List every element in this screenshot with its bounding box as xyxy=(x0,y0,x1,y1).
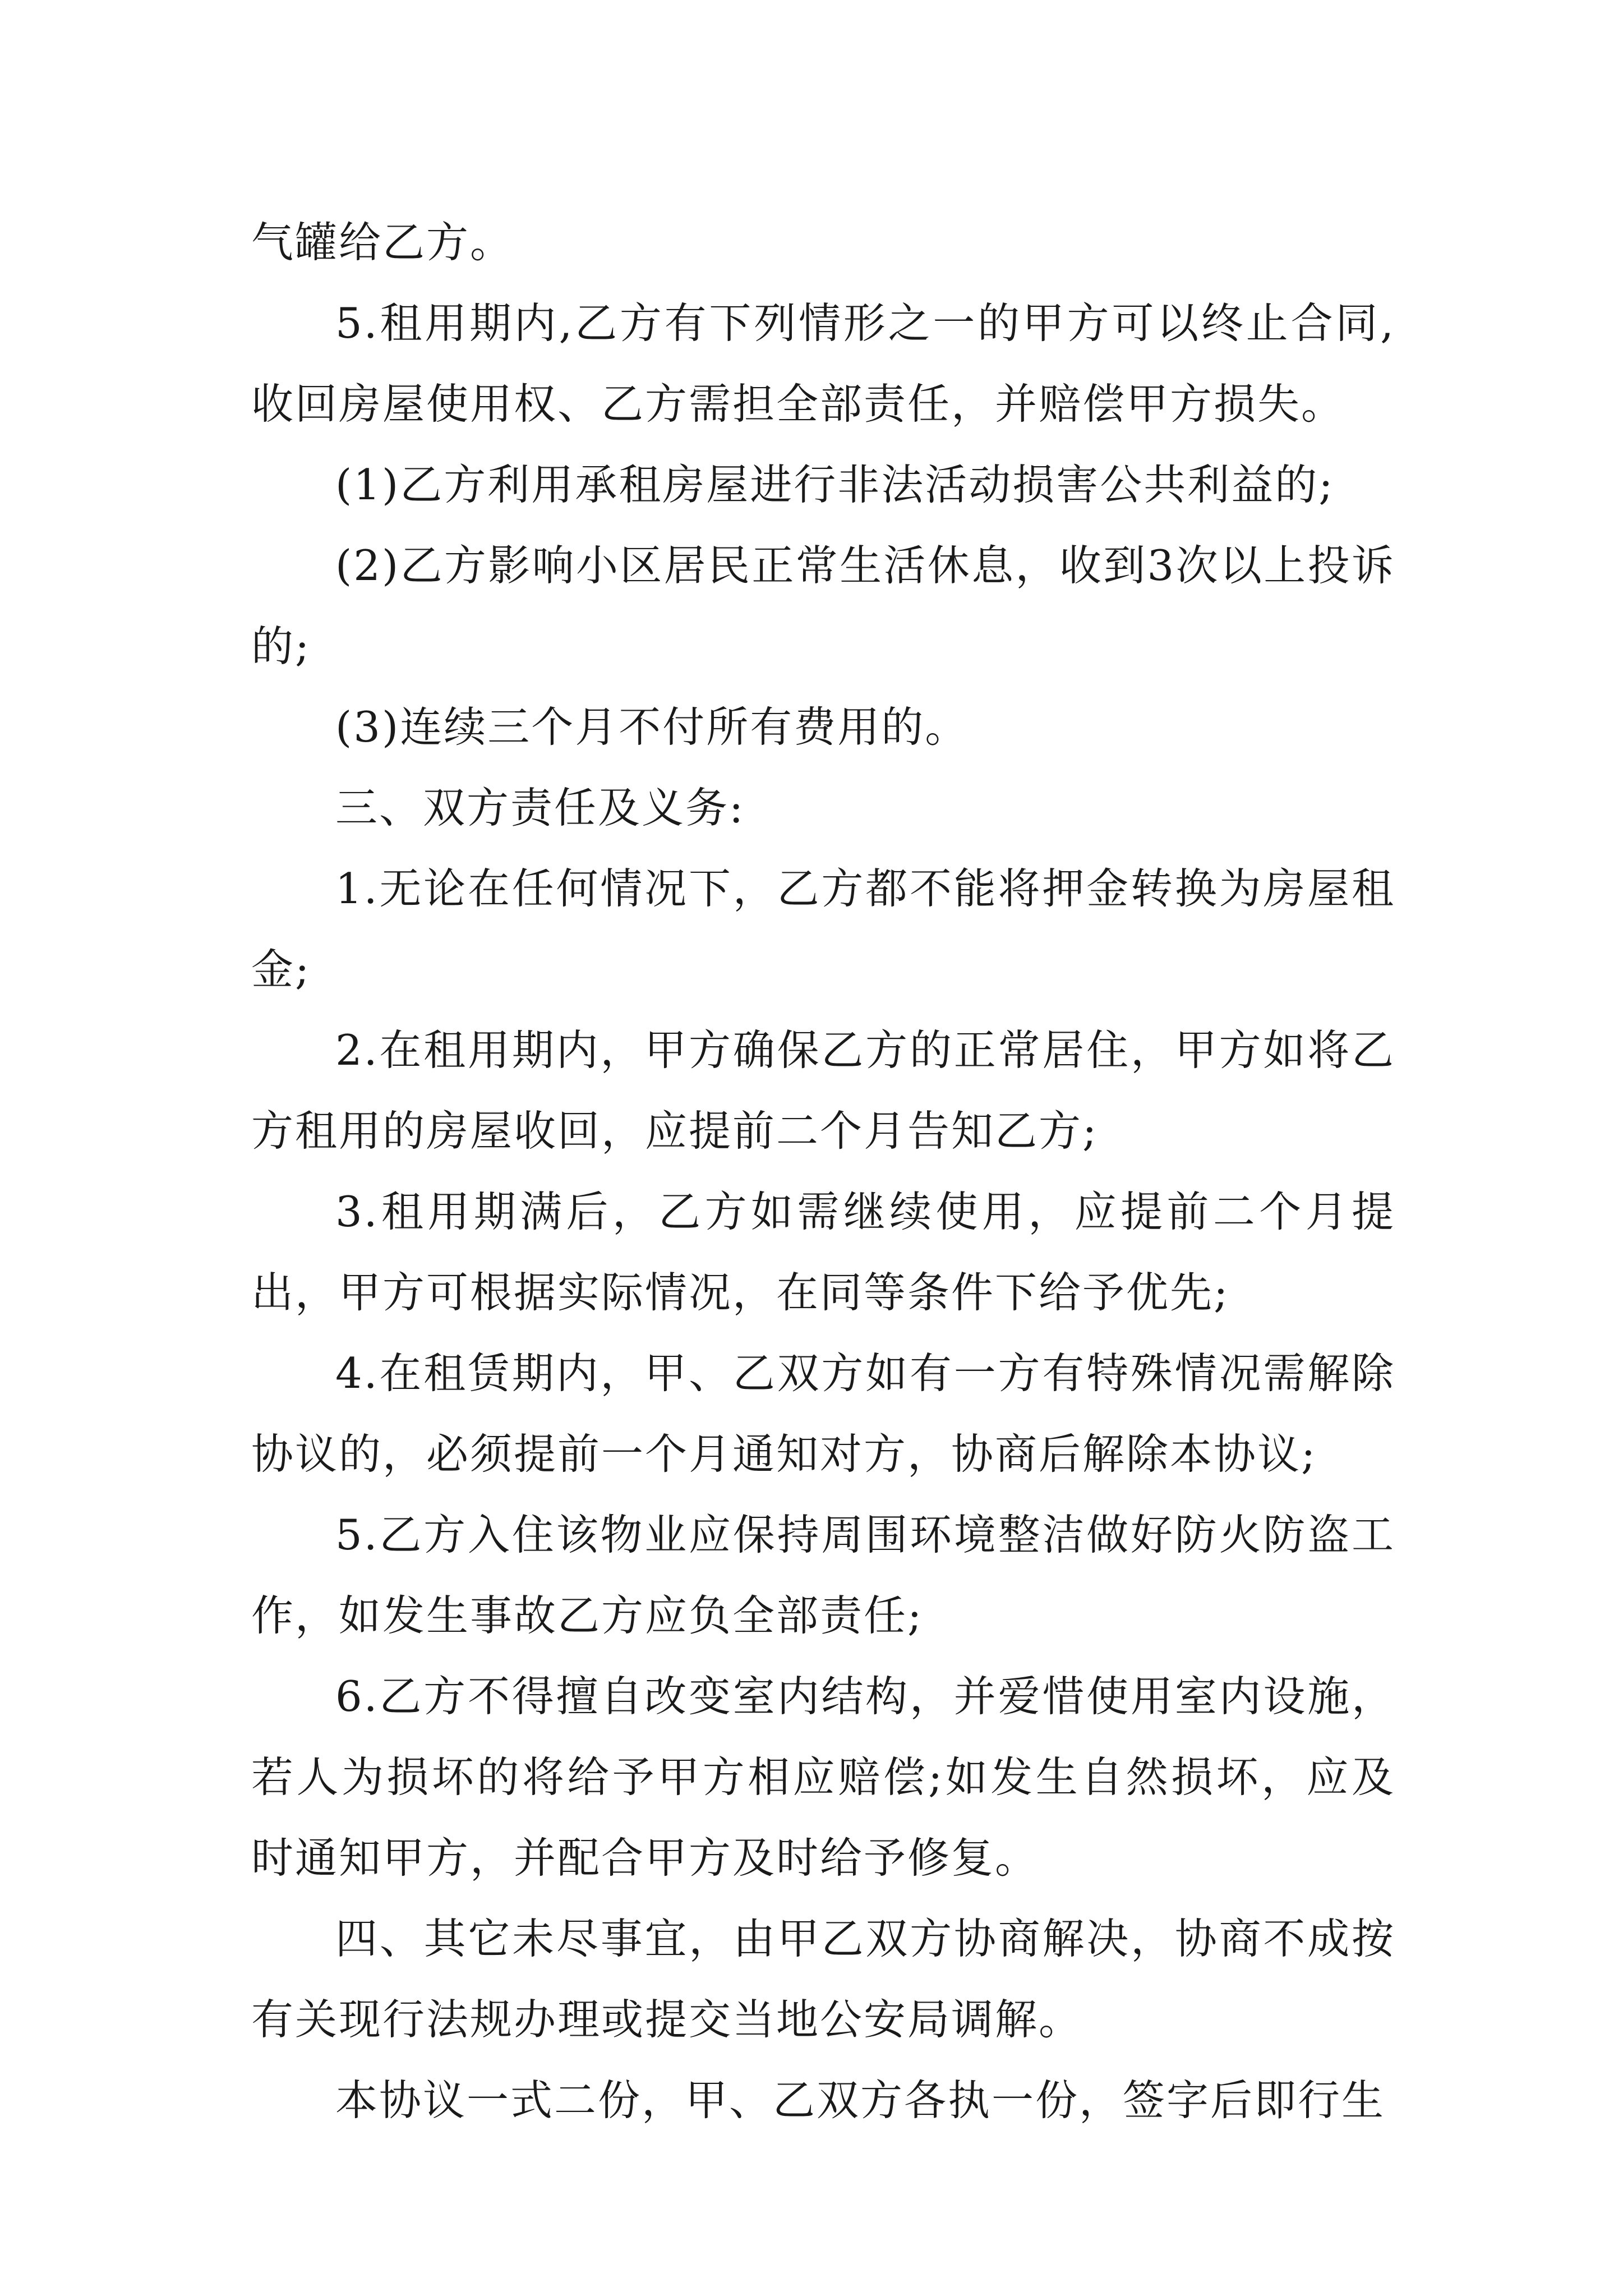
section-heading-responsibilities: 三、双方责任及义务: xyxy=(335,783,745,832)
paragraph-duty-5: 5.乙方入住该物业应保持周围环境整洁做好防火防盗工作，如发生事故乙方应负全部责任; xyxy=(251,1510,1395,1640)
paragraph-copies: 本协议一式二份，甲、乙双方各执一份，签字后即行生 xyxy=(335,2076,1386,2125)
paragraph-clause-5-termination: 5.租用期内,乙方有下列情形之一的甲方可以终止合同,收回房屋使用权、乙方需担全部责任，并赔偿甲方损失。 xyxy=(251,298,1395,429)
paragraph-section-4-other: 四、其它未尽事宜，由甲乙双方协商解决，协商不成按有关现行法规办理或提交当地公安局调解。 xyxy=(251,1914,1395,2044)
paragraph-duty-1: 1.无论在任何情况下，乙方都不能将押金转换为房屋租金; xyxy=(251,864,1395,994)
document-body xyxy=(251,202,1395,2141)
paragraph-duty-6: 6.乙方不得擅自改变室内结构，并爱惜使用室内设施，若人为损坏的将给予甲方相应赔偿;如发生自然损坏，应及时通知甲方，并配合甲方及时给予修复。 xyxy=(251,1672,1395,1883)
paragraph-duty-2: 2.在租用期内，甲方确保乙方的正常居住，甲方如将乙方租用的房屋收回，应提前二个月告知乙方; xyxy=(251,1025,1395,1156)
paragraph-item-1: (1)乙方利用承租房屋进行非法活动损害公共利益的; xyxy=(335,460,1335,509)
paragraph-duty-4: 4.在租赁期内，甲、乙双方如有一方有特殊情况需解除协议的，必须提前一个月通知对方，协商后解除本协议; xyxy=(251,1349,1395,1479)
paragraph-item-3: (3)连续三个月不付所有费用的。 xyxy=(335,702,969,752)
paragraph-item-2: (2)乙方影响小区居民正常生活休息，收到3次以上投诉的; xyxy=(251,541,1395,671)
paragraph-duty-3: 3.租用期满后，乙方如需继续使用，应提前二个月提出，甲方可根据实际情况，在同等条件下给予优先; xyxy=(251,1187,1395,1317)
paragraph-continuation: 气罐给乙方。 xyxy=(251,218,514,267)
